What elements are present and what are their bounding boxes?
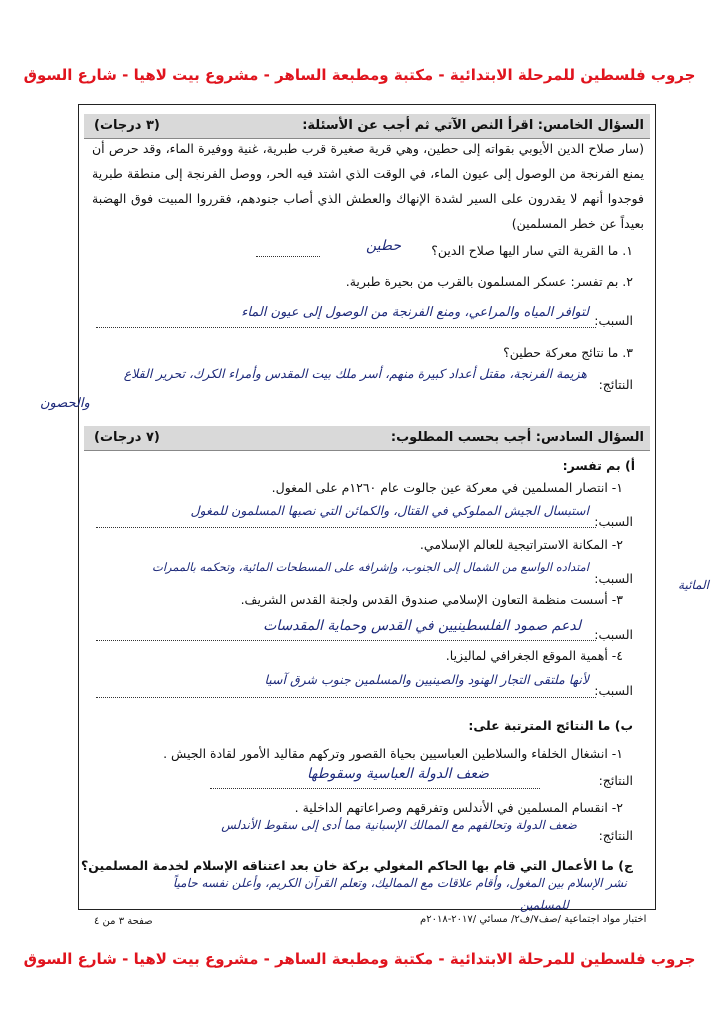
reason-label: السبب: xyxy=(594,627,633,642)
question-6-marks: (٧ درجات) xyxy=(94,430,160,445)
answer-q6-b-2: ضعف الدولة وتحالفهم مع الممالك الإسبانية مما أدى إلى سقوط الأندلس xyxy=(221,818,577,832)
q6-b-item-1: ١- انشغال الخلفاء والسلاطين العباسيين بحياة القصور وتركهم مقاليد الأمور لقادة الجيش . xyxy=(163,746,623,761)
section-b-label: ب) ما النتائج المترتبة على: xyxy=(468,718,633,733)
answer-q6-a-4: لأنها ملتقى التجار الهنود والصينيين والمسلمين جنوب شرق آسيا xyxy=(264,672,589,687)
exam-info: اختبار مواد اجتماعية /صف٧/ف٢/ مسائي /٢٠١٧-٢٠١٨م xyxy=(420,914,647,925)
q6-a-item-1: ١- انتصار المسلمين في معركة عين جالوت عام ١٢٦٠م على المغول. xyxy=(271,480,623,495)
reason-label: السبب: xyxy=(594,683,633,698)
results-label: النتائج: xyxy=(598,377,633,392)
answer-line xyxy=(96,640,596,641)
reason-label: السبب: xyxy=(594,514,633,529)
answer-line xyxy=(210,788,540,789)
answer-line xyxy=(96,697,596,698)
q5-item-1: ١. ما القرية التي سار اليها صلاح الدين؟ xyxy=(431,243,633,258)
q6-a-item-4: ٤- أهمية الموقع الجغرافي لماليزيا. xyxy=(445,648,623,663)
results-label: النتائج: xyxy=(598,828,633,843)
q6-b-item-2: ٢- انقسام المسلمين في الأندلس وتفرقهم وصراعاتهم الداخلية . xyxy=(294,800,623,815)
answer-q6-a-2: امتداده الواسع من الشمال إلى الجنوب، وإشرافه على المسطحات المائية، وتحكمه بالممرات xyxy=(152,560,589,574)
answer-q6-a-1: استبسال الجيش المملوكي في القتال، والكمائن التي نصبها المسلمون للمغول xyxy=(190,503,589,518)
answer-line xyxy=(256,256,320,257)
answer-q5-3-cont: والحصون xyxy=(40,396,90,411)
answer-q6-b-1: ضعف الدولة العباسية وسقوطها xyxy=(306,766,489,782)
answer-q5-2: لتوافر المياه والمراعي، ومنع الفرنجة من الوصول إلى عيون الماء xyxy=(241,305,589,320)
q5-item-2: ٢. بم تفسر: عسكر المسلمون بالقرب من بحيرة طبرية. xyxy=(345,274,633,289)
passage-text: (سار صلاح الدين الأيوبي بقواته إلى حطين، وهي قرية صغيرة قرب طبرية، غنية ووفيرة الماء، وقد حرص أن يمنع الفرنجة من الوصول إلى عيون الماء، في الوقت الذي اشتد فيه الحر، ووصل الفرنجة إلى منطقة طبرية فوجدوا أنهم لا يقدرون على السير لشدة الإنهاك والعطش الذي أصاب جنودهم، فقرروا المبيت فوق الهضبة بعيداً عن خطر المسلمين) xyxy=(92,141,644,231)
footer-banner: جروب فلسطين للمرحلة الابتدائية - مكتبة ومطبعة الساهر - مشروع بيت لاهيا - شارع السوق xyxy=(23,950,696,968)
q6-a-item-2: ٢- المكانة الاستراتيجية للعالم الإسلامي. xyxy=(419,537,623,552)
results-label: النتائج: xyxy=(598,773,633,788)
question-5-title: السؤال الخامس: اقرأ النص الآتي ثم أجب عن الأسئلة: xyxy=(302,118,644,133)
answer-q6-c-cont: للمسلمين xyxy=(520,898,569,912)
reason-label: السبب: xyxy=(594,571,633,586)
header-banner: جروب فلسطين للمرحلة الابتدائية - مكتبة ومطبعة الساهر - مشروع بيت لاهيا - شارع السوق xyxy=(23,66,696,84)
reason-label: السبب: xyxy=(594,313,633,328)
question-6-header xyxy=(84,426,650,451)
answer-q6-c: نشر الإسلام بين المغول، وأقام علاقات مع المماليك، وتعلم القرآن الكريم، وأعلن نفسه حامياً xyxy=(172,876,627,890)
answer-line xyxy=(96,327,596,328)
answer-q6-a-2-margin: المائية xyxy=(678,578,709,592)
section-c-label: ج) ما الأعمال التي قام بها الحاكم المغولي بركة خان بعد اعتناقه الإسلام لخدمة المسلمين؟ xyxy=(81,858,633,873)
q5-item-3: ٣. ما نتائج معركة حطين؟ xyxy=(503,345,633,360)
section-a-label: أ) بم تفسر: xyxy=(562,458,635,473)
answer-q5-1: حطين xyxy=(365,238,401,254)
q6-a-item-3: ٣- أسست منظمة التعاون الإسلامي صندوق القدس ولجنة القدس الشريف. xyxy=(240,592,623,607)
answer-q5-3: هزيمة الفرنجة، مقتل أعداد كبيرة منهم، أسر ملك بيت المقدس وأمراء الكرك، تحرير القلاع xyxy=(123,366,587,381)
question-5-marks: (٣ درجات) xyxy=(94,118,160,133)
answer-line xyxy=(96,527,596,528)
question-6-title: السؤال السادس: أجب بحسب المطلوب: xyxy=(390,430,644,445)
page-number: صفحة ٣ من ٤ xyxy=(94,916,153,927)
answer-q6-a-3: لدعم صمود الفلسطينيين في القدس وحماية المقدسات xyxy=(263,618,581,634)
